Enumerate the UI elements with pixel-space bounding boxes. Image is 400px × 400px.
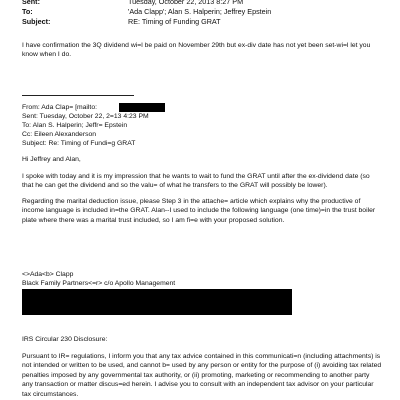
- disclosure-text: Pursuant to IR= regulations, I inform you that any tax advice contained in this communicati=n (including attachments) is not intended or written to be used, and cannot b= used by any person or entity for the purpose of (i) avoiding tax related penalties imposed by any governmental tax authority, or (ii) promoting, marketing or recommending to another party any transaction or matter discus=ed herein. I advise you to consult with an independent tax advisor on your particular tax circumstances.: [22, 353, 382, 398]
- greeting: Hi Jeffrey and Alan,: [22, 156, 81, 163]
- fwd-to: To: Alan S. Halperin; Jeffr= Epstein: [22, 122, 128, 129]
- sent-label: Sent:: [22, 0, 40, 6]
- signature-company: Black Family Partners<=r> c/o Apollo Management: [22, 280, 176, 287]
- redaction-signature-block: [22, 289, 292, 315]
- to-label: To:: [22, 7, 33, 16]
- fwd-cc: Cc: Eileen Alexanderson: [22, 131, 97, 138]
- redaction-email: [119, 103, 165, 112]
- subject-label: Subject:: [22, 17, 51, 26]
- disclosure-heading: IRS Circular 230 Disclosure:: [22, 336, 108, 343]
- fwd-from-text: From: Ada Clap= [mailto:: [22, 104, 97, 111]
- separator-line: [22, 95, 134, 96]
- body-para-2: Regarding the marital deduction issue, please Step 3 in the attache= article which explains why the productive of income language is included in=the GRAT. Alan--I used to include the following language (one time)=in the trust boiler plate where there was a marital trust included, so I am fi=e with your proposed solution.: [22, 198, 376, 224]
- fwd-subject: Subject: Re: Timing of Fundi=g GRAT: [22, 140, 136, 147]
- signature-name: <>Ada<b> Clapp: [22, 271, 74, 278]
- fwd-from: [22, 103, 97, 112]
- sent-value: Tuesday, October 22, 2013 8:27 PM: [128, 0, 244, 6]
- reply-text: I have confirmation the 3Q dividend wi=l be paid on November 29th but ex-div date has not yet been set-wi=l let you know when I do.: [22, 42, 371, 59]
- to-value: 'Ada Clapp'; Alan S. Halperin; Jeffrey Epstein: [128, 7, 272, 16]
- body-para-1: I spoke with today and it is my impression that he wants to wait to fund the GRAT until after the ex-dividend date (so that he can get the dividend and so the valu= of what he transfers to the GRAT will possibly be lower).: [22, 173, 370, 190]
- fwd-sent: Sent: Tuesday, October 22, 2=13 4:23 PM: [22, 113, 149, 120]
- subject-value: RE: Timing of Funding GRAT: [128, 17, 221, 26]
